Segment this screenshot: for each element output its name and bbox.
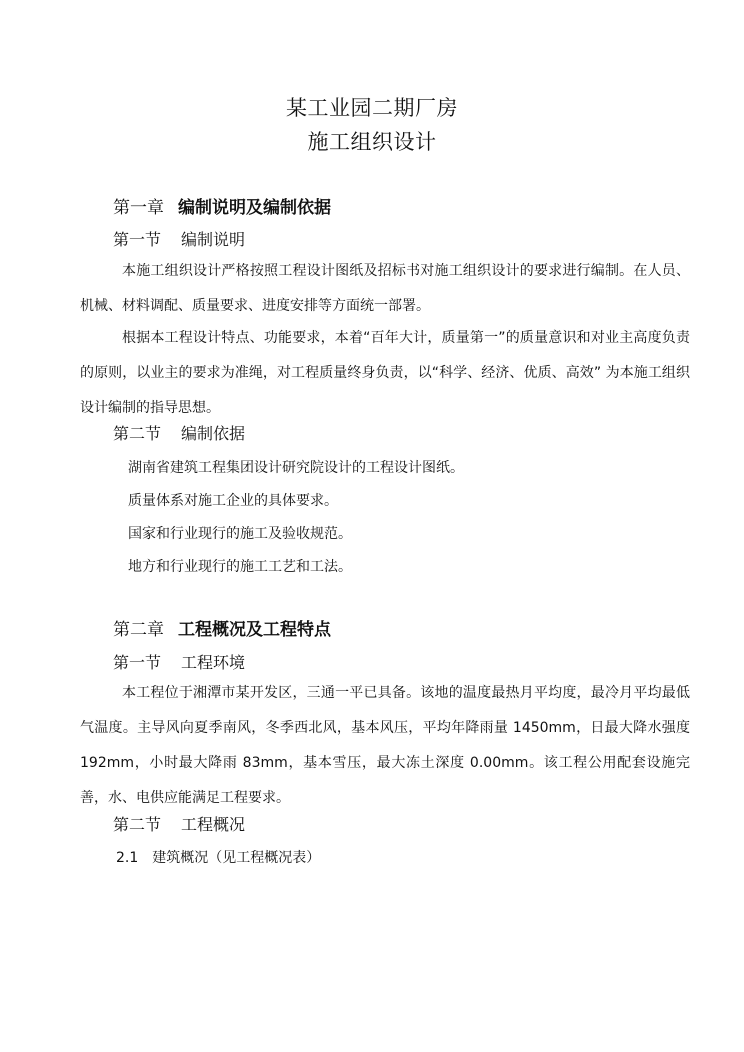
section-heading bbox=[113, 228, 245, 252]
list-item: 地方和行业现行的施工工艺和工法。 bbox=[128, 559, 352, 575]
chapter-number: 第一章 bbox=[113, 198, 164, 218]
section-heading bbox=[113, 651, 245, 675]
section-name: 工程环境 bbox=[181, 653, 246, 672]
chapter-name: 编制说明及编制依据 bbox=[178, 198, 331, 218]
list-item: 质量体系对施工企业的具体要求。 bbox=[128, 493, 338, 509]
section-name: 编制说明 bbox=[181, 230, 246, 249]
section-number: 第一节 bbox=[113, 230, 162, 249]
list-item: 湖南省建筑工程集团设计研究院设计的工程设计图纸。 bbox=[128, 460, 464, 476]
document-title-line2: 施工组织设计 bbox=[307, 130, 437, 154]
chapter-name: 工程概况及工程特点 bbox=[178, 620, 331, 640]
section-number: 第二节 bbox=[113, 815, 162, 834]
section-name: 工程概况 bbox=[181, 815, 246, 834]
section-heading bbox=[113, 422, 245, 446]
document-title-line1: 某工业园二期厂房 bbox=[286, 96, 458, 120]
subsection-heading bbox=[116, 846, 320, 870]
section-number: 第一节 bbox=[113, 653, 162, 672]
list-item: 国家和行业现行的施工及验收规范。 bbox=[128, 526, 352, 542]
section-heading bbox=[113, 813, 245, 837]
paragraph: 根据本工程设计特点、功能要求，本着“百年大计，质量第一”的质量意识和对业主高度负责的原则，以业主的要求为准绳，对工程质量终身负责，以“科学、经济、优质、高效” 为本施工组织设计编制的指导思想。 bbox=[80, 330, 690, 416]
subsection-name: 建筑概况（见工程概况表） bbox=[152, 850, 321, 866]
chapter-1-heading bbox=[113, 196, 331, 220]
section-name: 编制依据 bbox=[181, 424, 246, 443]
paragraph: 本工程位于湘潭市某开发区，三通一平已具备。该地的温度最热月平均度，最冷月平均最低气温度。主导风向夏季南风，冬季西北风，基本风压，平均年降雨量 1450mm，日最大降水强度 192mm，小时最大降雨 83mm，基本雪压，最大冻土深度 0.00mm。该工程公用配套设施完善，水、电供应能满足工程要求。 bbox=[80, 685, 690, 806]
section-number: 第二节 bbox=[113, 424, 162, 443]
subsection-number: 2.1 bbox=[116, 850, 139, 866]
paragraph: 本施工组织设计严格按照工程设计图纸及招标书对施工组织设计的要求进行编制。在人员、机械、材料调配、质量要求、进度安排等方面统一部署。 bbox=[80, 263, 690, 314]
chapter-2-heading bbox=[113, 618, 331, 642]
chapter-number: 第二章 bbox=[113, 620, 164, 640]
